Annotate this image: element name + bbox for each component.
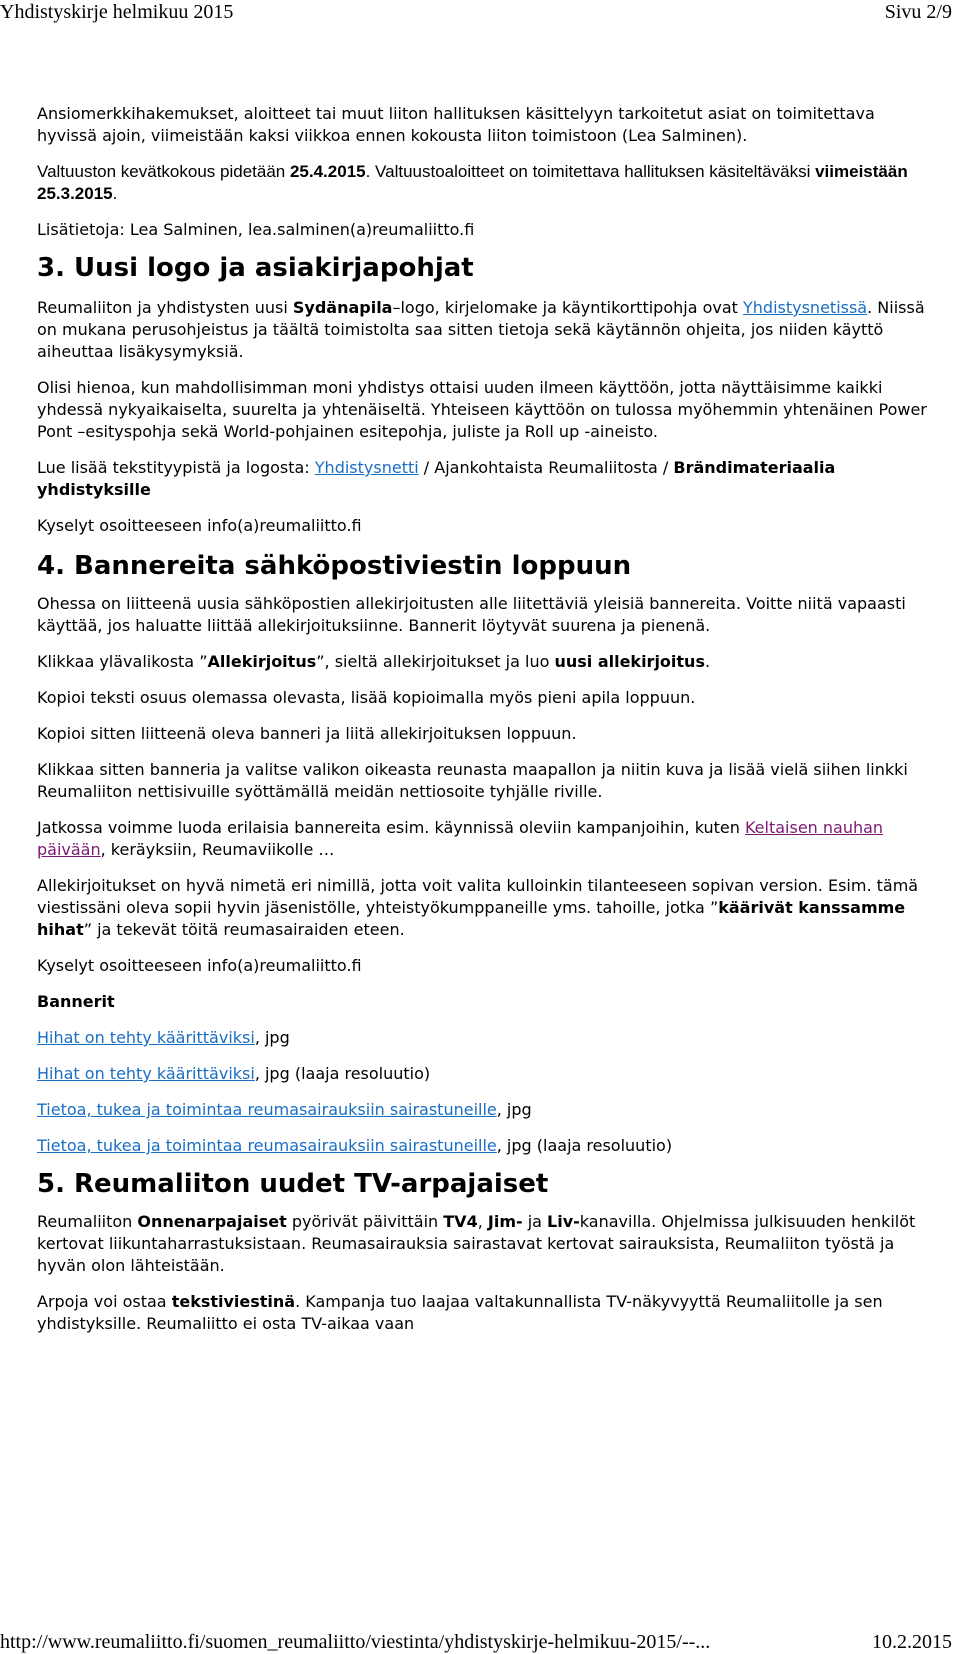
yhdistysnetissa-link[interactable]: Yhdistysnetissä xyxy=(743,298,868,317)
section-4-paragraph-7 xyxy=(37,875,927,941)
print-date: 10.2.2015 xyxy=(872,1631,952,1653)
section-4-paragraph-3: Kopioi teksti osuus olemassa olevasta, lisää kopioimalla myös pieni apila loppuun. xyxy=(37,688,696,707)
section-3-paragraph-4: Kyselyt osoitteeseen info(a)reumaliitto.fi xyxy=(37,516,362,535)
section-3-heading: 3. Uusi logo ja asiakirjapohjat xyxy=(37,253,474,283)
banner-file-link[interactable]: Tietoa, tukea ja toimintaa reumasairauksiin sairastuneille xyxy=(37,1100,497,1119)
banner-file-item xyxy=(37,1135,927,1157)
purchase-method: tekstiviestinä xyxy=(171,1292,296,1311)
page-number: Sivu 2/9 xyxy=(884,1,952,23)
lottery-name: Onnenarpajaiset xyxy=(137,1212,287,1231)
section-5-heading: 5. Reumaliiton uudet TV-arpajaiset xyxy=(37,1169,549,1199)
text: . xyxy=(112,184,118,203)
text: pyörivät päivittäin xyxy=(286,1212,444,1231)
section-4-paragraph-6 xyxy=(37,817,927,861)
section-4-paragraph-2 xyxy=(37,651,927,673)
text: –logo, kirjelomake ja käyntikorttipohja ovat xyxy=(392,298,743,317)
text: . Kampanja tuo laajaa valtakunnallista TV-näkyvyyttä Reumaliitolle ja sen yhdistyksille. Reumaliitto ei osta TV-aikaa vaan xyxy=(37,1292,883,1333)
text: / Ajankohtaista Reumaliitosta / xyxy=(418,458,674,477)
channel-name: Liv- xyxy=(547,1212,580,1231)
action-name: uusi allekirjoitus xyxy=(554,652,705,671)
deadline-date: viimeistään 25.3.2015 xyxy=(37,162,908,203)
text: kanavilla. Ohjelmissa julkisuuden henkilöt kertovat liikuntaharrastuksistaan. Reumasairauksia sairastavat kertovat sairauksista, Reumaliiton työstä ja hyvän olon lähteistään. xyxy=(37,1212,916,1275)
text: ja xyxy=(522,1212,548,1231)
section-5-paragraph-2 xyxy=(37,1291,927,1335)
intro-paragraph-3: Lisätietoja: Lea Salminen, lea.salminen(a)reumaliitto.fi xyxy=(37,220,475,239)
council-meeting-date: 25.4.2015 xyxy=(289,162,366,181)
document-title: Yhdistyskirje helmikuu 2015 xyxy=(0,1,234,23)
text: Lue lisää tekstityypistä ja logosta: xyxy=(37,458,315,477)
text: . xyxy=(704,652,711,671)
text: Valtuuston kevätkokous pidetään xyxy=(37,162,290,181)
banner-file-item xyxy=(37,1063,927,1085)
text: Jatkossa voimme luoda erilaisia bannereita esim. käynnissä oleviin kampanjoihin, kuten xyxy=(37,818,745,837)
banner-file-item xyxy=(37,1099,927,1121)
banner-file-link[interactable]: Hihat on tehty käärittäviksi xyxy=(37,1064,255,1083)
section-4-paragraph-1: Ohessa on liitteenä uusia sähköpostien allekirjoitusten alle liitettäviä yleisiä bannereita. Voitte niitä vapaasti käyttää, jos haluatte liittää allekirjoituksiinne. Bannerit löytyvät suurena ja pienenä. xyxy=(37,594,906,635)
text: , keräyksiin, Reumaviikolle … xyxy=(100,840,335,859)
text: ” ja tekevät töitä reumasairaiden eteen. xyxy=(83,920,405,939)
section-5-paragraph-1 xyxy=(37,1211,927,1277)
file-type: , jpg xyxy=(496,1100,532,1119)
logo-name: Sydänapila xyxy=(292,298,393,317)
file-type: , jpg (laaja resoluutio) xyxy=(254,1064,431,1083)
text: Arpoja voi ostaa xyxy=(37,1292,172,1311)
brand-material-label: Brändimateriaalia yhdistyksille xyxy=(37,458,836,499)
text: Reumaliiton ja yhdistysten uusi xyxy=(37,298,293,317)
section-4-heading: 4. Bannereita sähköpostiviestin loppuun xyxy=(37,551,632,581)
text: Reumaliiton xyxy=(37,1212,138,1231)
text: Klikkaa ylävalikosta ” xyxy=(37,652,208,671)
section-4-paragraph-5: Klikkaa sitten banneria ja valitse valikon oikeasta reunasta maapallon ja niitin kuva ja lisää vielä siihen linkki Reumaliiton nettisivuille syöttämällä meidän nettiosoite tyhjälle riville. xyxy=(37,760,908,801)
keltaisen-nauhan-paiva-link[interactable]: Keltaisen nauhan päivään xyxy=(37,818,884,859)
banner-file-link[interactable]: Hihat on tehty käärittäviksi xyxy=(37,1028,255,1047)
intro-paragraph-1: Ansiomerkkihakemukset, aloitteet tai muut liiton hallituksen käsittelyyn tarkoitetut asiat on toimitettava hyvissä ajoin, viimeistään kaksi viikkoa ennen kokousta liiton toimistoon (Lea Salminen). xyxy=(37,104,875,145)
document-body xyxy=(37,103,927,1335)
text: , xyxy=(477,1212,488,1231)
text: . Niissä on mukana perusohjeistus ja täältä toimistolta saa sitten tietoja sekä käytännön ohjeita, jos niiden käyttö aiheuttaa lisäkysymyksiä. xyxy=(37,298,925,361)
section-3-paragraph-2: Olisi hienoa, kun mahdollisimman moni yhdistys ottaisi uuden ilmeen käyttöön, jotta näyttäisimme kaikki yhdessä nykyaikaiselta, suurelta ja yhtenäiseltä. Yhteiseen käyttöön on tulossa myöhemmin yhtenäinen Power Pont –esityspohja sekä World-pohjainen esitepohja, juliste ja Roll up -aineisto. xyxy=(37,378,927,441)
channel-name: Jim- xyxy=(487,1212,523,1231)
text: . Valtuustoaloitteet on toimitettava hallituksen käsiteltäväksi xyxy=(365,162,816,181)
banner-file-link[interactable]: Tietoa, tukea ja toimintaa reumasairauksiin sairastuneille xyxy=(37,1136,497,1155)
section-4-paragraph-4: Kopioi sitten liitteenä oleva banneri ja liitä allekirjoituksen loppuun. xyxy=(37,724,577,743)
section-3-paragraph-3 xyxy=(37,457,927,501)
text: Bannerit xyxy=(37,992,115,1011)
section-4-paragraph-8: Kyselyt osoitteeseen info(a)reumaliitto.fi xyxy=(37,956,362,975)
yhdistysnetti-link[interactable]: Yhdistysnetti xyxy=(314,458,419,477)
menu-name: Allekirjoitus xyxy=(207,652,317,671)
text: ”, sieltä allekirjoitukset ja luo xyxy=(316,652,555,671)
slogan: käärivät kanssamme hihat xyxy=(37,898,906,939)
intro-paragraph-2 xyxy=(37,161,927,205)
bannerit-label xyxy=(37,991,927,1013)
channel-name: TV4 xyxy=(443,1212,478,1231)
text: Allekirjoitukset on hyvä nimetä eri nimillä, jotta voit valita kulloinkin tilanteeseen sopivan version. Esim. tämä viestissäni oleva sopii hyvin jäsenistölle, yhteistyökumppaneille yms. tahoille, jotka ” xyxy=(37,876,919,917)
banner-file-item xyxy=(37,1027,927,1049)
file-type: , jpg xyxy=(254,1028,290,1047)
page-url: http://www.reumaliitto.fi/suomen_reumaliitto/viestinta/yhdistyskirje-helmikuu-2015/--... xyxy=(0,1631,711,1653)
file-type: , jpg (laaja resoluutio) xyxy=(496,1136,673,1155)
section-3-paragraph-1 xyxy=(37,297,927,363)
